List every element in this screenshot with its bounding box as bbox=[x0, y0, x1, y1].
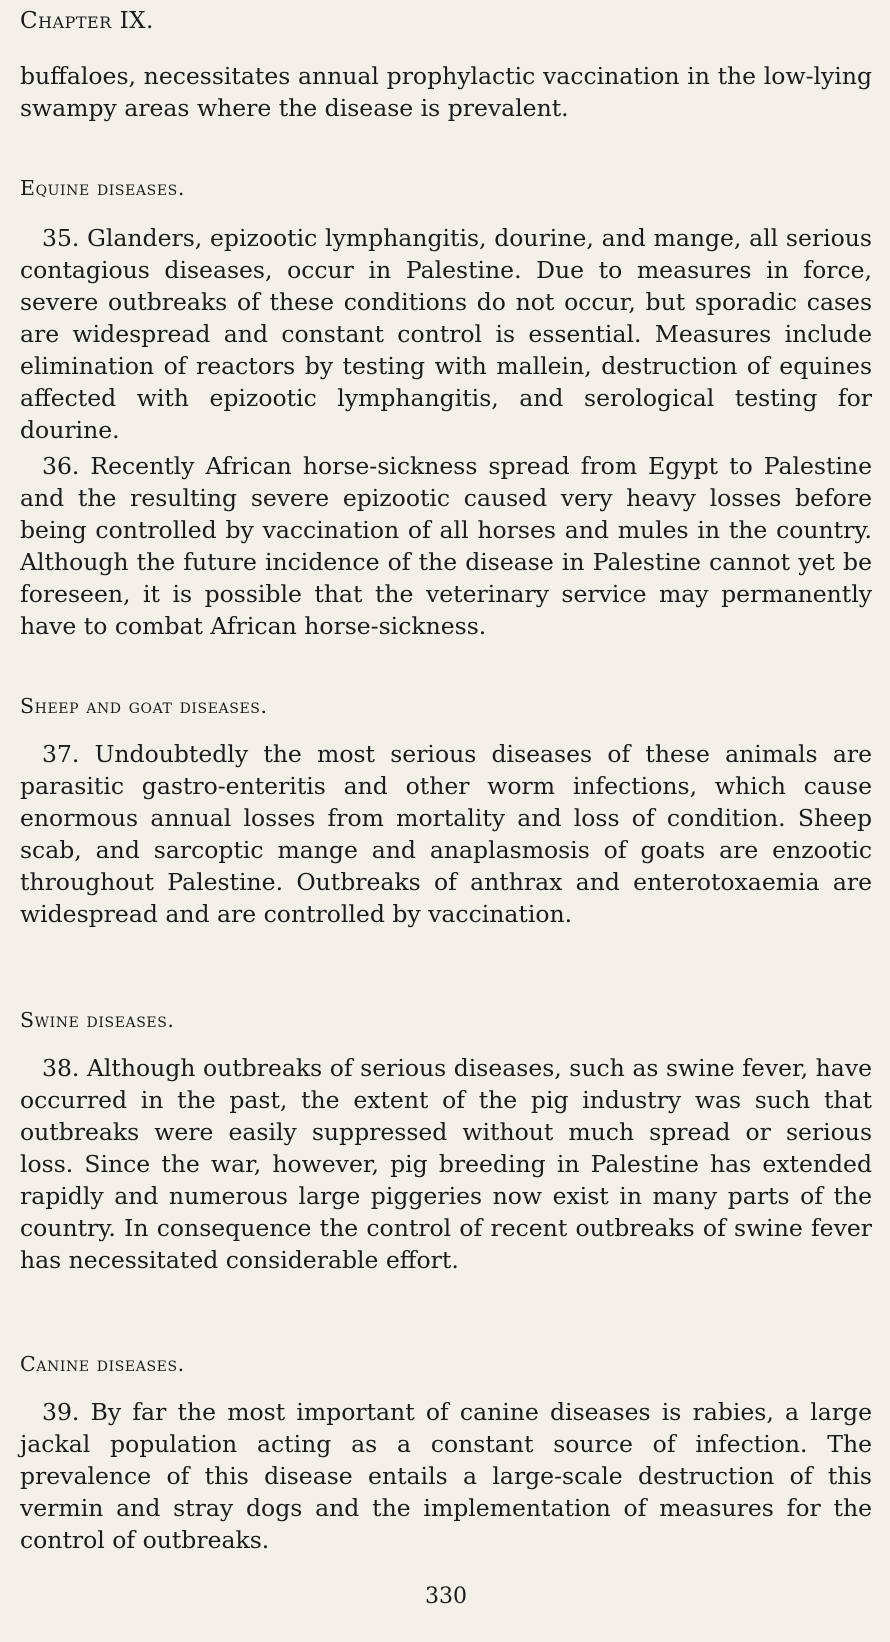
page-number: 330 bbox=[425, 1584, 467, 1609]
intro-paragraph: buffaloes, necessitates annual prophylactic vaccination in the low-lying swampy areas where the disease is prevalent. bbox=[20, 62, 872, 122]
canine-heading: Canine diseases. bbox=[20, 1352, 185, 1376]
document-page bbox=[20, 0, 872, 1642]
paragraph-36: 36. Recently African horse-sickness spread from Egypt to Palestine and the resulting severe epizootic caused very heavy losses before being controlled by vaccination of all horses and mules in the country. Although the future incidence of the disease in Palestine cannot yet be foreseen, it is possible that the veterinary service may permanently have to combat African horse-sickness. bbox=[20, 452, 872, 640]
paragraph-35: 35. Glanders, epizootic lymphangitis, dourine, and mange, all serious contagious diseases, occur in Palestine. Due to measures in force, severe outbreaks of these conditions do not occur, but sporadic cases are widespread and constant control is essential. Measures include elimination of reactors by testing with mallein, destruction of equines affected with epizootic lymphangitis, and serological testing for dourine. bbox=[20, 224, 872, 444]
chapter-header: Chapter IX. bbox=[20, 8, 154, 34]
sheep-goat-heading: Sheep and goat diseases. bbox=[20, 694, 268, 718]
equine-heading: Equine diseases. bbox=[20, 176, 185, 200]
paragraph-39: 39. By far the most important of canine diseases is rabies, a large jackal population acting as a constant source of infection. The prevalence of this disease entails a large-scale destruction of this vermin and stray dogs and the implementation of measures for the control of outbreaks. bbox=[20, 1398, 872, 1554]
paragraph-37: 37. Undoubtedly the most serious diseases of these animals are parasitic gastro-enteritis and other worm infections, which cause enormous annual losses from mortality and loss of condition. Sheep scab, and sarcoptic mange and anaplasmosis of goats are enzootic throughout Palestine. Outbreaks of anthrax and enterotoxaemia are widespread and are controlled by vaccination. bbox=[20, 740, 872, 928]
paragraph-38: 38. Although outbreaks of serious diseases, such as swine fever, have occurred in the past, the extent of the pig industry was such that outbreaks were easily suppressed without much spread or serious loss. Since the war, however, pig breeding in Palestine has extended rapidly and numerous large piggeries now exist in many parts of the country. In consequence the control of recent outbreaks of swine fever has necessitated considerable effort. bbox=[20, 1054, 872, 1274]
swine-heading: Swine diseases. bbox=[20, 1008, 175, 1032]
